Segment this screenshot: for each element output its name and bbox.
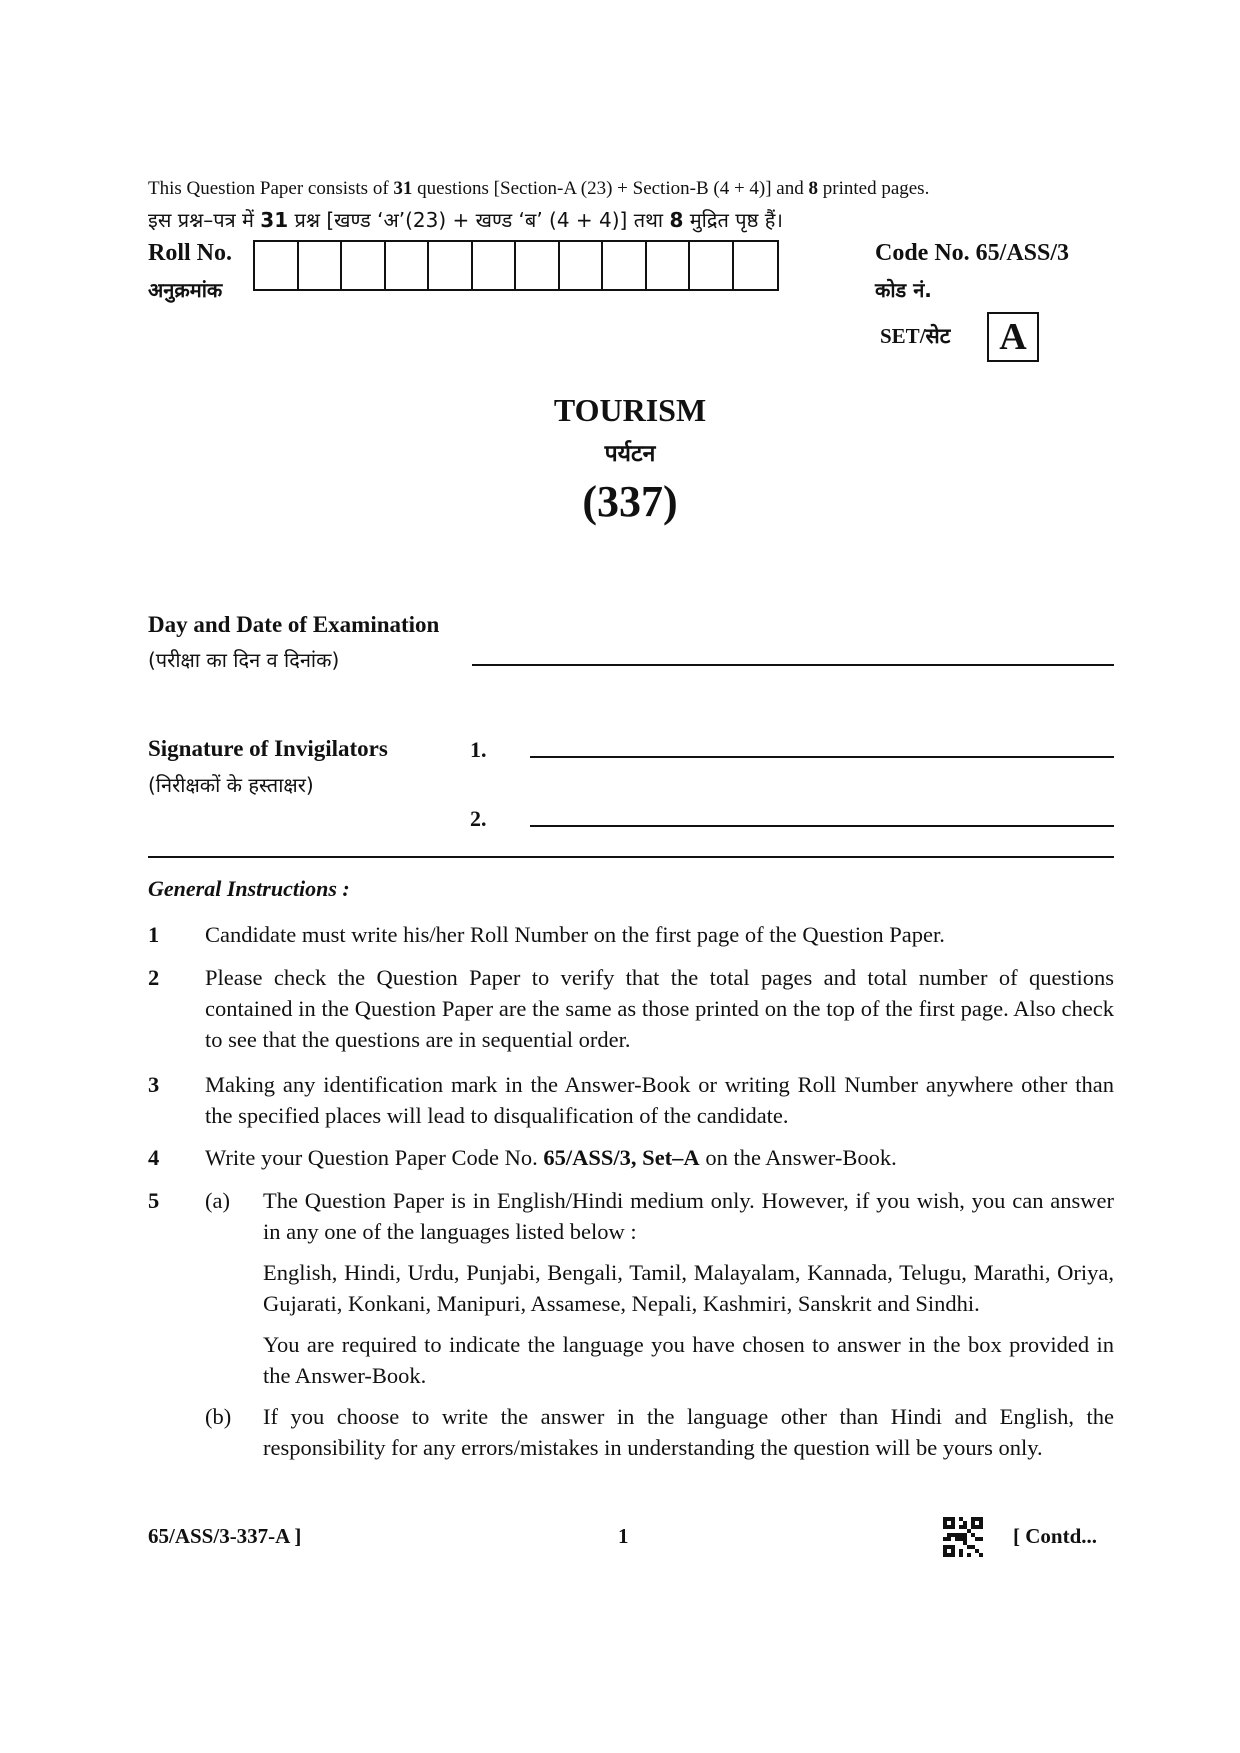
footer-code: 65/ASS/3-337-A ]	[148, 1524, 302, 1548]
continued-label: [ Contd...	[1013, 1524, 1098, 1548]
instruction-4: 4 Write your Question Paper Code No. 65/ASS/3, Set–A on the Answer-Book.	[148, 1145, 897, 1170]
roll-digit-box[interactable]	[429, 242, 473, 289]
language-note: You are required to indicate the language you have chosen to answer in the box provided in the Answer-Book.	[263, 1332, 1114, 1388]
language-list: English, Hindi, Urdu, Punjabi, Bengali, Tamil, Malayalam, Kannada, Telugu, Marathi, Oriya, Gujarati, Konkani, Manipuri, Assamese, Nepali, Kashmiri, Sanskrit and Sindhi.	[263, 1260, 1114, 1316]
roll-digit-box[interactable]	[473, 242, 517, 289]
roll-digit-box[interactable]	[560, 242, 604, 289]
paper-info-english: This Question Paper consists of 31 questions [Section-A (23) + Section-B (4 + 4)] and 8 printed pages.	[148, 178, 930, 199]
instructions-heading: General Instructions :	[148, 876, 350, 901]
roll-number-boxes[interactable]	[253, 240, 779, 291]
subject-title-hi: पर्यटन	[604, 441, 656, 467]
exam-date-label-hi: (परीक्षा का दिन व दिनांक)	[148, 648, 340, 672]
invigilator-sig-label-en: Signature of Invigilators	[148, 736, 388, 761]
roll-label-en: Roll No.	[148, 240, 232, 266]
signature-number-1: 1.	[470, 737, 487, 762]
code-number: Code No. 65/ASS/3	[875, 240, 1070, 266]
subject-title-en: TOURISM	[553, 392, 707, 428]
invigilator-sig-label-hi: (निरीक्षकों के हस्ताक्षर)	[148, 773, 314, 797]
qr-code-icon	[943, 1517, 983, 1557]
roll-digit-box[interactable]	[516, 242, 560, 289]
roll-label-hi: अनुक्रमांक	[148, 278, 223, 302]
instruction-2: 2 Please check the Question Paper to verify that the total pages and total number of questions contained in the Question Paper are the same as those printed on the top of the first page. Also check to see that the questions are in sequential order.	[148, 965, 1114, 1052]
set-badge: A	[987, 312, 1039, 362]
exam-date-label-en: Day and Date of Examination	[148, 612, 440, 637]
roll-digit-box[interactable]	[647, 242, 691, 289]
roll-digit-box[interactable]	[342, 242, 386, 289]
section-divider	[148, 856, 1114, 858]
instruction-5a: (a) The Question Paper is in English/Hindi medium only. However, if you wish, you can answer in any one of the languages listed below :	[205, 1188, 1114, 1244]
signature-line-2[interactable]	[530, 825, 1114, 827]
roll-digit-box[interactable]	[386, 242, 430, 289]
instruction-1: 1 Candidate must write his/her Roll Number on the first page of the Question Paper.	[148, 922, 945, 947]
page-number: 1	[618, 1524, 629, 1548]
roll-digit-box[interactable]	[603, 242, 647, 289]
code-label-hi: कोड नं.	[875, 278, 932, 302]
exam-date-line[interactable]	[472, 664, 1114, 666]
signature-number-2: 2.	[470, 806, 487, 831]
roll-digit-box[interactable]	[255, 242, 299, 289]
paper-info-hindi: इस प्रश्न–पत्र में 31 प्रश्न [खण्ड ‘अ’(23) + खण्ड ‘ब’ (4 + 4)] तथा 8 मुद्रित पृष्ठ हैं।	[148, 208, 783, 232]
instruction-5b: (b) If you choose to write the answer in the language other than Hindi and English, the responsibility for any errors/mistakes in understanding the question will be yours only.	[205, 1404, 1114, 1460]
instruction-5: 5 (a) The Question Paper is in English/Hindi medium only. However, if you wish, you can answer in any one of the languages listed below : English, Hindi, Urdu, Punjabi, Bengali, Tamil, Malayalam, Kannada, Telugu, Marathi, Oriya, Gujarati, Konkani, Manipuri, Assamese, Nepali, Kashmiri, Sanskrit and Sindhi. You are required to indicate the language you have chosen to answer in the box provided in the Answer-Book. (b) If you choose to write the answer in the language other than Hindi and English, the responsibility for any errors/mistakes in understanding the question will be yours only.	[148, 1185, 1114, 1463]
roll-digit-box[interactable]	[299, 242, 343, 289]
subject-code: (337)	[582, 477, 678, 526]
set-label: SET/सेट	[880, 324, 951, 348]
instruction-3: 3 Making any identification mark in the Answer-Book or writing Roll Number anywhere other than the specified places will lead to disqualification of the candidate.	[148, 1072, 1114, 1128]
roll-digit-box[interactable]	[734, 242, 778, 289]
roll-digit-box[interactable]	[690, 242, 734, 289]
signature-line-1[interactable]	[530, 756, 1114, 758]
